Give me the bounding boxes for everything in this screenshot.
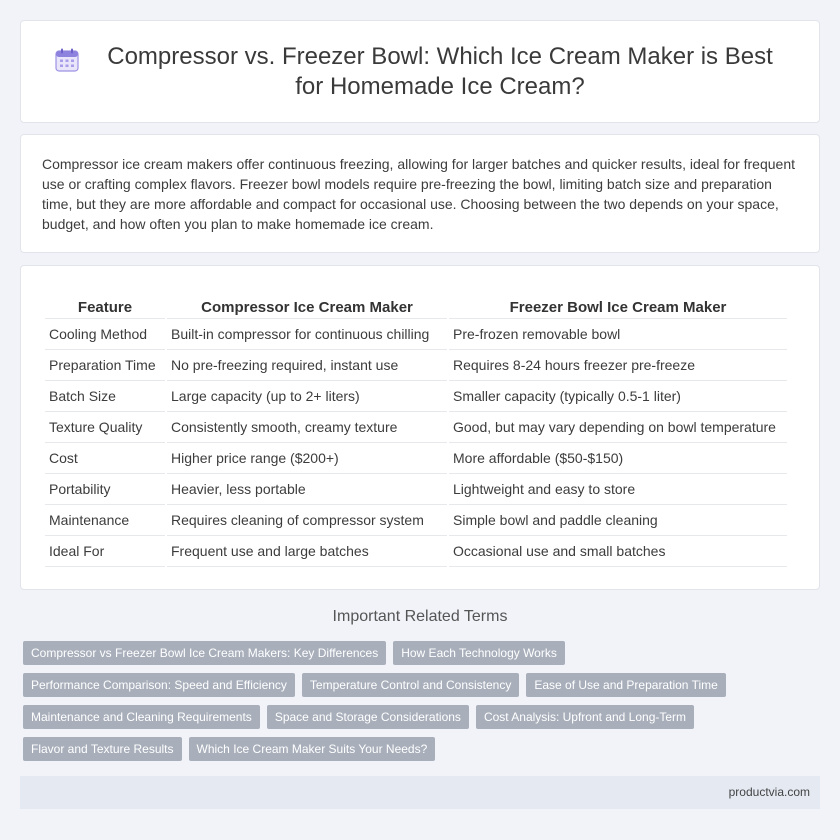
tag-row bbox=[23, 705, 823, 729]
table-cell: Texture Quality bbox=[45, 412, 165, 443]
summary-paragraph: Compressor ice cream makers offer continuous freezing, allowing for larger batches and quicker results, ideal for frequent use or crafting complex flavors. Freezer bowl models require pre-freezing the bowl, limiting batch size and preparation time, but they are more affordable and compact for occasional use. Choosing between the two depends on your space, budget, and how often you plan to make homemade ice cream. bbox=[42, 156, 795, 232]
related-term-tag[interactable]: How Each Technology Works bbox=[393, 641, 565, 665]
table-row bbox=[45, 505, 787, 536]
table-row bbox=[45, 381, 787, 412]
table-row bbox=[45, 443, 787, 474]
table-cell: Heavier, less portable bbox=[167, 474, 447, 505]
table-cell: Preparation Time bbox=[45, 350, 165, 381]
column-header-compressor: Compressor Ice Cream Maker bbox=[167, 297, 447, 319]
table-row bbox=[45, 350, 787, 381]
footer-site-link[interactable]: productvia.com bbox=[728, 785, 810, 799]
table-cell: Good, but may vary depending on bowl temperature bbox=[449, 412, 787, 443]
table-cell: Higher price range ($200+) bbox=[167, 443, 447, 474]
related-term-tag[interactable]: Temperature Control and Consistency bbox=[302, 673, 519, 697]
related-term-tag[interactable]: Space and Storage Considerations bbox=[267, 705, 469, 729]
table-cell: Consistently smooth, creamy texture bbox=[167, 412, 447, 443]
table-cell: Cost bbox=[45, 443, 165, 474]
table-row bbox=[45, 319, 787, 350]
related-term-tag[interactable]: Compressor vs Freezer Bowl Ice Cream Makers: Key Differences bbox=[23, 641, 386, 665]
table-cell: Portability bbox=[45, 474, 165, 505]
table-cell: Built-in compressor for continuous chilling bbox=[167, 319, 447, 350]
related-terms-heading: Important Related Terms bbox=[332, 608, 508, 625]
table-cell: Pre-frozen removable bowl bbox=[449, 319, 787, 350]
table-cell: Large capacity (up to 2+ liters) bbox=[167, 381, 447, 412]
related-terms-list bbox=[23, 641, 823, 769]
table-cell: Cooling Method bbox=[45, 319, 165, 350]
table-header-row bbox=[45, 297, 787, 319]
summary-card bbox=[20, 134, 820, 253]
column-header-freezer-bowl: Freezer Bowl Ice Cream Maker bbox=[449, 297, 787, 319]
comparison-table bbox=[43, 297, 789, 567]
table-row bbox=[45, 474, 787, 505]
table-cell: More affordable ($50-$150) bbox=[449, 443, 787, 474]
tag-row bbox=[23, 641, 823, 665]
table-cell: Requires 8-24 hours freezer pre-freeze bbox=[449, 350, 787, 381]
comparison-table-card bbox=[20, 265, 820, 590]
related-term-tag[interactable]: Maintenance and Cleaning Requirements bbox=[23, 705, 260, 729]
table-cell: Simple bowl and paddle cleaning bbox=[449, 505, 787, 536]
tag-row bbox=[23, 737, 823, 761]
table-row bbox=[45, 536, 787, 567]
table-cell: No pre-freezing required, instant use bbox=[167, 350, 447, 381]
table-cell: Occasional use and small batches bbox=[449, 536, 787, 567]
table-cell: Lightweight and easy to store bbox=[449, 474, 787, 505]
related-term-tag[interactable]: Flavor and Texture Results bbox=[23, 737, 182, 761]
tag-row bbox=[23, 673, 823, 697]
title-card bbox=[20, 20, 820, 123]
footer bbox=[20, 776, 820, 809]
related-term-tag[interactable]: Performance Comparison: Speed and Efficiency bbox=[23, 673, 295, 697]
table-cell: Requires cleaning of compressor system bbox=[167, 505, 447, 536]
table-row bbox=[45, 412, 787, 443]
page-title: Compressor vs. Freezer Bowl: Which Ice Cream Maker is Best for Homemade Ice Cream? bbox=[107, 42, 773, 100]
table-cell: Ideal For bbox=[45, 536, 165, 567]
related-term-tag[interactable]: Cost Analysis: Upfront and Long-Term bbox=[476, 705, 694, 729]
table-cell: Batch Size bbox=[45, 381, 165, 412]
table-cell: Frequent use and large batches bbox=[167, 536, 447, 567]
table-cell: Smaller capacity (typically 0.5-1 liter) bbox=[449, 381, 787, 412]
related-term-tag[interactable]: Ease of Use and Preparation Time bbox=[526, 673, 725, 697]
table-cell: Maintenance bbox=[45, 505, 165, 536]
column-header-feature: Feature bbox=[45, 297, 165, 319]
related-term-tag[interactable]: Which Ice Cream Maker Suits Your Needs? bbox=[189, 737, 436, 761]
